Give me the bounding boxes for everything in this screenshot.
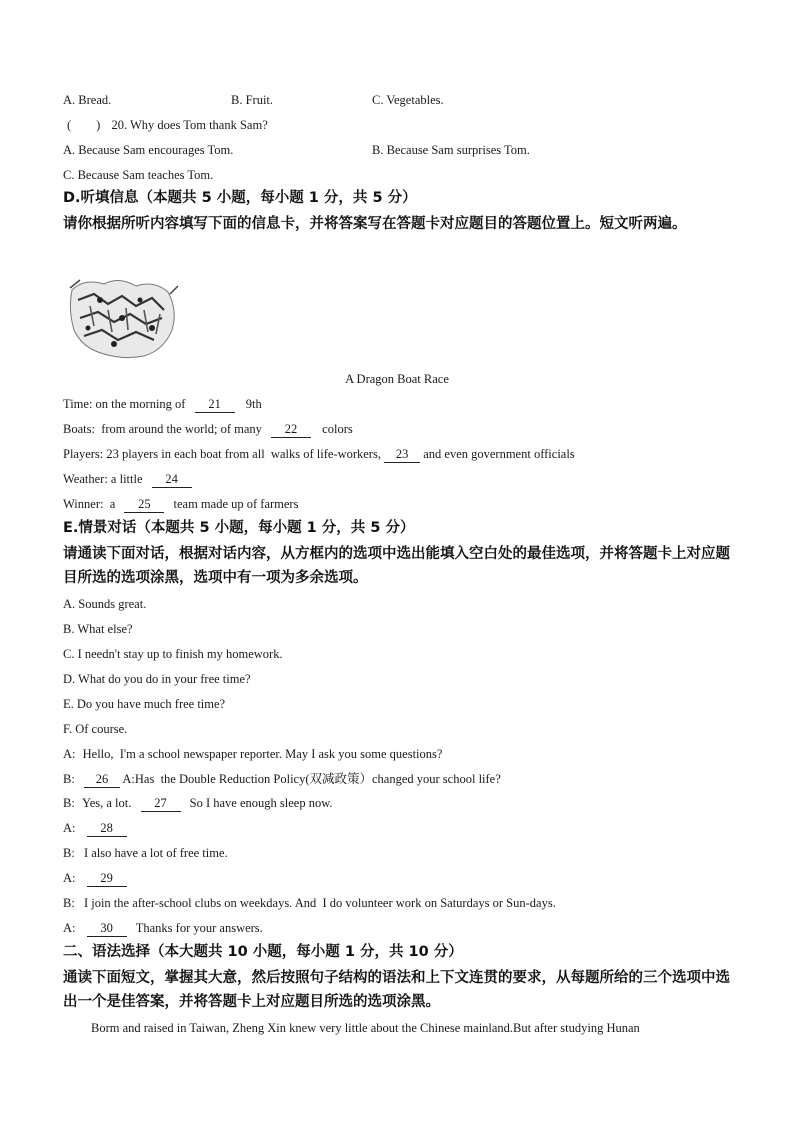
dialogue-text: I also have a lot of free time.: [83, 846, 228, 860]
dialogue-text: I join the after-school clubs on weekdays. And I do volunteer work on Saturdays or Sun-days.: [83, 896, 556, 910]
q20-option-b: B. Because Sam surprises Tom.: [372, 143, 530, 157]
answer-blank-26[interactable]: 26: [84, 771, 120, 788]
row-after: colors: [322, 422, 353, 436]
answer-blank-25[interactable]: 25: [124, 496, 164, 513]
info-row-time: [63, 396, 262, 413]
row-after: 9th: [245, 397, 262, 411]
q19-option-b: B. Fruit.: [231, 93, 274, 107]
answer-blank-29[interactable]: 29: [87, 870, 127, 887]
part2-instruction: 通读下面短文，掌握其大意，然后按照句子结构的语法和上下文连贯的要求，从每题所给的三个选项中选出一个是佳答案，并将答题卡上对应题目所选的选项涂黑。: [63, 970, 730, 1010]
answer-blank-30[interactable]: 30: [87, 920, 127, 937]
speaker: A:: [63, 747, 76, 761]
dragon-boat-image: [64, 270, 182, 362]
speaker: B:: [63, 772, 75, 786]
row-label: Boats: from around the world; of many: [63, 422, 262, 436]
section-d-instruction: 请你根据所听内容填写下面的信息卡，并将答案写在答题卡对应题目的答题位置上。短文听两遍。: [63, 216, 687, 232]
speaker: A:: [63, 821, 76, 835]
answer-blank-27[interactable]: 27: [141, 795, 181, 812]
section-e-title: E.情景对话（本题共 5 小题，每小题 1 分，共 5 分）: [63, 520, 415, 536]
info-row-boats: [63, 421, 353, 438]
speaker: A:: [63, 921, 76, 935]
dialogue-line-2: [63, 771, 501, 788]
row-label: Players: 23 players in each boat from all walks of life-workers,: [63, 447, 381, 461]
image-caption: A Dragon Boat Race: [345, 372, 449, 386]
answer-paren: ( ): [67, 118, 101, 132]
row-label: Weather: a little: [63, 472, 143, 486]
speaker: A:: [63, 871, 76, 885]
option-d: D. What do you do in your free time?: [63, 672, 251, 686]
part2-title: 二、语法选择（本大题共 10 小题，每小题 1 分，共 10 分）: [63, 944, 463, 960]
dialogue-text: A:Has the Double Reduction Policy(双减政策）changed your school life?: [122, 772, 501, 786]
section-d-title: D.听填信息（本题共 5 小题，每小题 1 分，共 5 分）: [63, 190, 417, 206]
answer-blank-22[interactable]: 22: [271, 421, 311, 438]
option-a: A. Sounds great.: [63, 597, 147, 611]
section-e-instruction: 请通读下面对话，根据对话内容，从方框内的选项中选出能填入空白处的最佳选项，并将答题卡上对应题目所选的选项涂黑，选项中有一项为多余选项。: [63, 546, 730, 586]
info-row-players: [63, 446, 575, 463]
dialogue-line-6: [63, 870, 127, 887]
option-f: F. Of course.: [63, 722, 128, 736]
row-after: and even government officials: [423, 447, 575, 461]
dialogue-line-5: [63, 845, 228, 861]
answer-blank-28[interactable]: 28: [87, 820, 127, 837]
option-b: B. What else?: [63, 622, 133, 636]
row-label: Winner: a: [63, 497, 116, 511]
dialogue-line-4: [63, 820, 127, 837]
answer-blank-23[interactable]: 23: [384, 446, 420, 463]
dialogue-text: Yes, a lot.: [81, 796, 132, 810]
q20-option-c: C. Because Sam teaches Tom.: [63, 168, 214, 182]
answer-blank-21[interactable]: 21: [195, 396, 235, 413]
speaker: B:: [63, 846, 75, 860]
dialogue-line-7: [63, 895, 556, 911]
q20-question: 20. Why does Tom thank Sam?: [111, 118, 268, 132]
q19-option-a: A. Bread.: [63, 93, 112, 107]
passage-text: Borm and raised in Taiwan, Zheng Xin knew very little about the Chinese mainland.But after studying Hunan: [91, 1021, 640, 1035]
info-row-winner: [63, 496, 298, 513]
dialogue-text: Thanks for your answers.: [135, 921, 263, 935]
option-e: E. Do you have much free time?: [63, 697, 226, 711]
dialogue-line-8: [63, 920, 263, 937]
answer-blank-24[interactable]: 24: [152, 471, 192, 488]
q20-option-a: A. Because Sam encourages Tom.: [63, 143, 234, 157]
dialogue-text: So I have enough sleep now.: [189, 796, 333, 810]
q20-line: [67, 117, 268, 133]
dialogue-line-3: [63, 795, 333, 812]
option-c: C. I needn't stay up to finish my homework.: [63, 647, 283, 661]
row-after: team made up of farmers: [173, 497, 299, 511]
speaker: B:: [63, 896, 75, 910]
dialogue-text: Hello, I'm a school newspaper reporter. May I ask you some questions?: [82, 747, 443, 761]
dialogue-line-1: [63, 746, 442, 762]
speaker: B:: [63, 796, 75, 810]
row-label: Time: on the morning of: [63, 397, 186, 411]
q19-option-c: C. Vegetables.: [372, 93, 444, 107]
info-row-weather: [63, 471, 192, 488]
